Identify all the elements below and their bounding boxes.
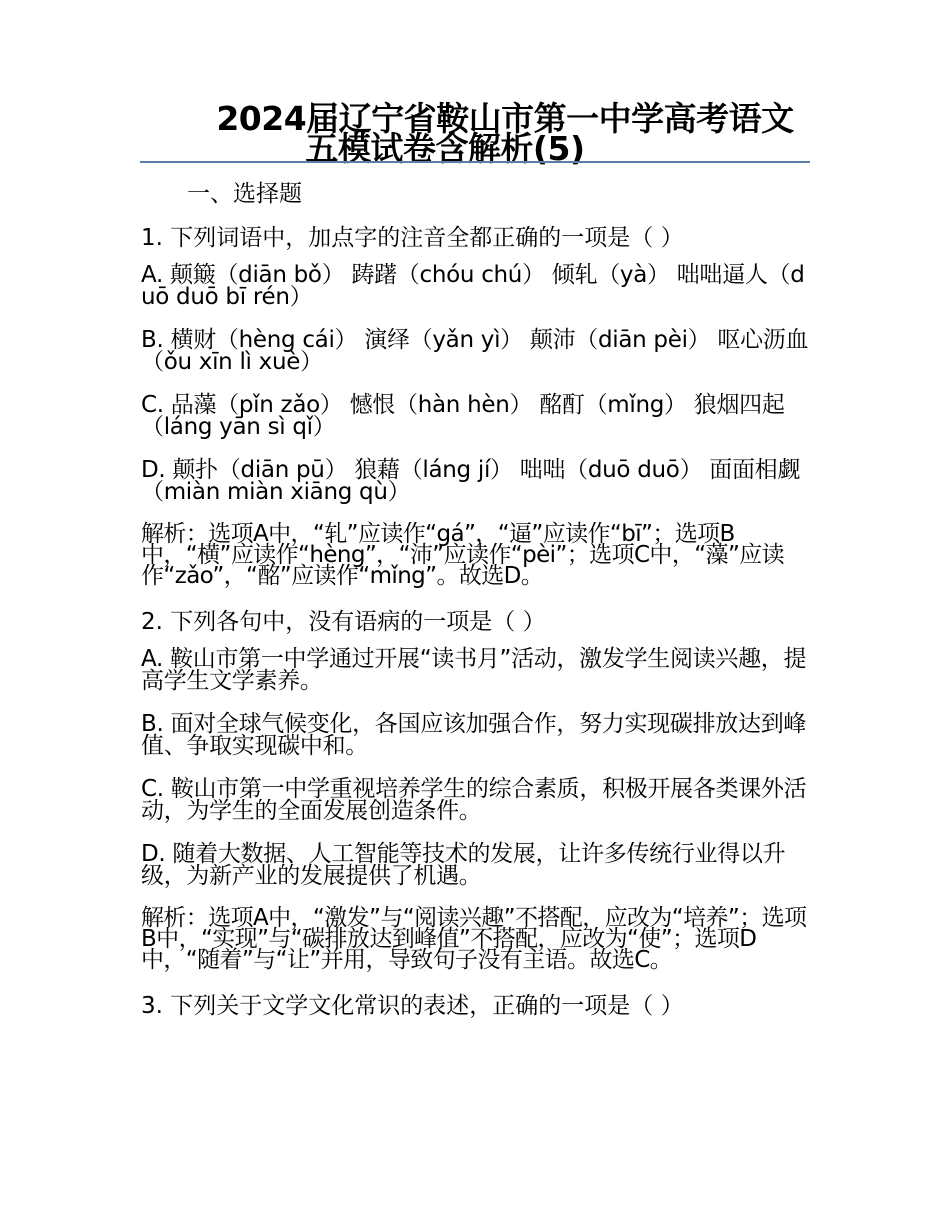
option-d: D. 颠扑（diān pū） 狼藉（láng jí） 咄咄（duō duō） 面面相觑（miàn miàn xiāng qù） [141, 457, 801, 505]
analysis: 解析：选项A中，“激发”与“阅读兴趣”不搭配，应改为“培养”；选项B中，“实现”与“碳排放达到峰值”不搭配，应改为“使”；选项D中，“随着”与“让”并用，导致句子没有主语。故选C。 [141, 905, 807, 973]
title-line-2: 五模试卷含解析(5) [305, 129, 585, 168]
title-line-1: 2024届辽宁省鞍山市第一中学高考语文 [216, 99, 794, 138]
question-stem: 1. 下列词语中，加点字的注音全都正确的一项是（ ） [141, 225, 684, 251]
question-1 [141, 222, 811, 587]
option-a: A. 鞍山市第一中学通过开展“读书月”活动，激发学生阅读兴趣，提高学生文学素养。 [141, 646, 807, 694]
question-3 [141, 990, 811, 1022]
option-a: A. 颠簸（diān bǒ） 踌躇（chóu chú） 倾轧（yà） 咄咄逼人（duō duō bī rén） [141, 262, 805, 310]
document-title [140, 99, 810, 168]
option-b: B. 面对全球气候变化，各国应该加强合作，努力实现碳排放达到峰值、争取实现碳中和。 [141, 711, 807, 759]
section-heading: 一、选择题 [187, 181, 302, 207]
question-2 [141, 606, 811, 971]
title-underline [140, 161, 810, 163]
option-c: C. 鞍山市第一中学重视培养学生的综合素质，积极开展各类课外活动，为学生的全面发展创造条件。 [141, 776, 807, 824]
analysis: 解析：选项A中，“轧”应读作“gá”，“逼”应读作“bī”；选项B中，“横”应读作“hèng”，“沛”应读作“pèi”；选项C中，“藻”应读作“zǎo”，“酩”应读作“mǐng”。故选D。 [141, 521, 785, 589]
question-stem: 2. 下列各句中，没有语病的一项是（ ） [141, 609, 546, 635]
document-body [141, 178, 811, 1032]
option-c: C. 品藻（pǐn zǎo） 憾恨（hàn hèn） 酩酊（mǐng） 狼烟四起（láng yān sì qǐ） [141, 392, 785, 440]
option-b: B. 横财（hèng cái） 演绎（yǎn yì） 颠沛（diān pèi） 呕心沥血（ǒu xīn lì xuè） [141, 327, 809, 375]
question-stem: 3. 下列关于文学文化常识的表述，正确的一项是（ ） [141, 993, 684, 1019]
option-d: D. 随着大数据、人工智能等技术的发展，让许多传统行业得以升级，为新产业的发展提供了机遇。 [141, 841, 786, 889]
